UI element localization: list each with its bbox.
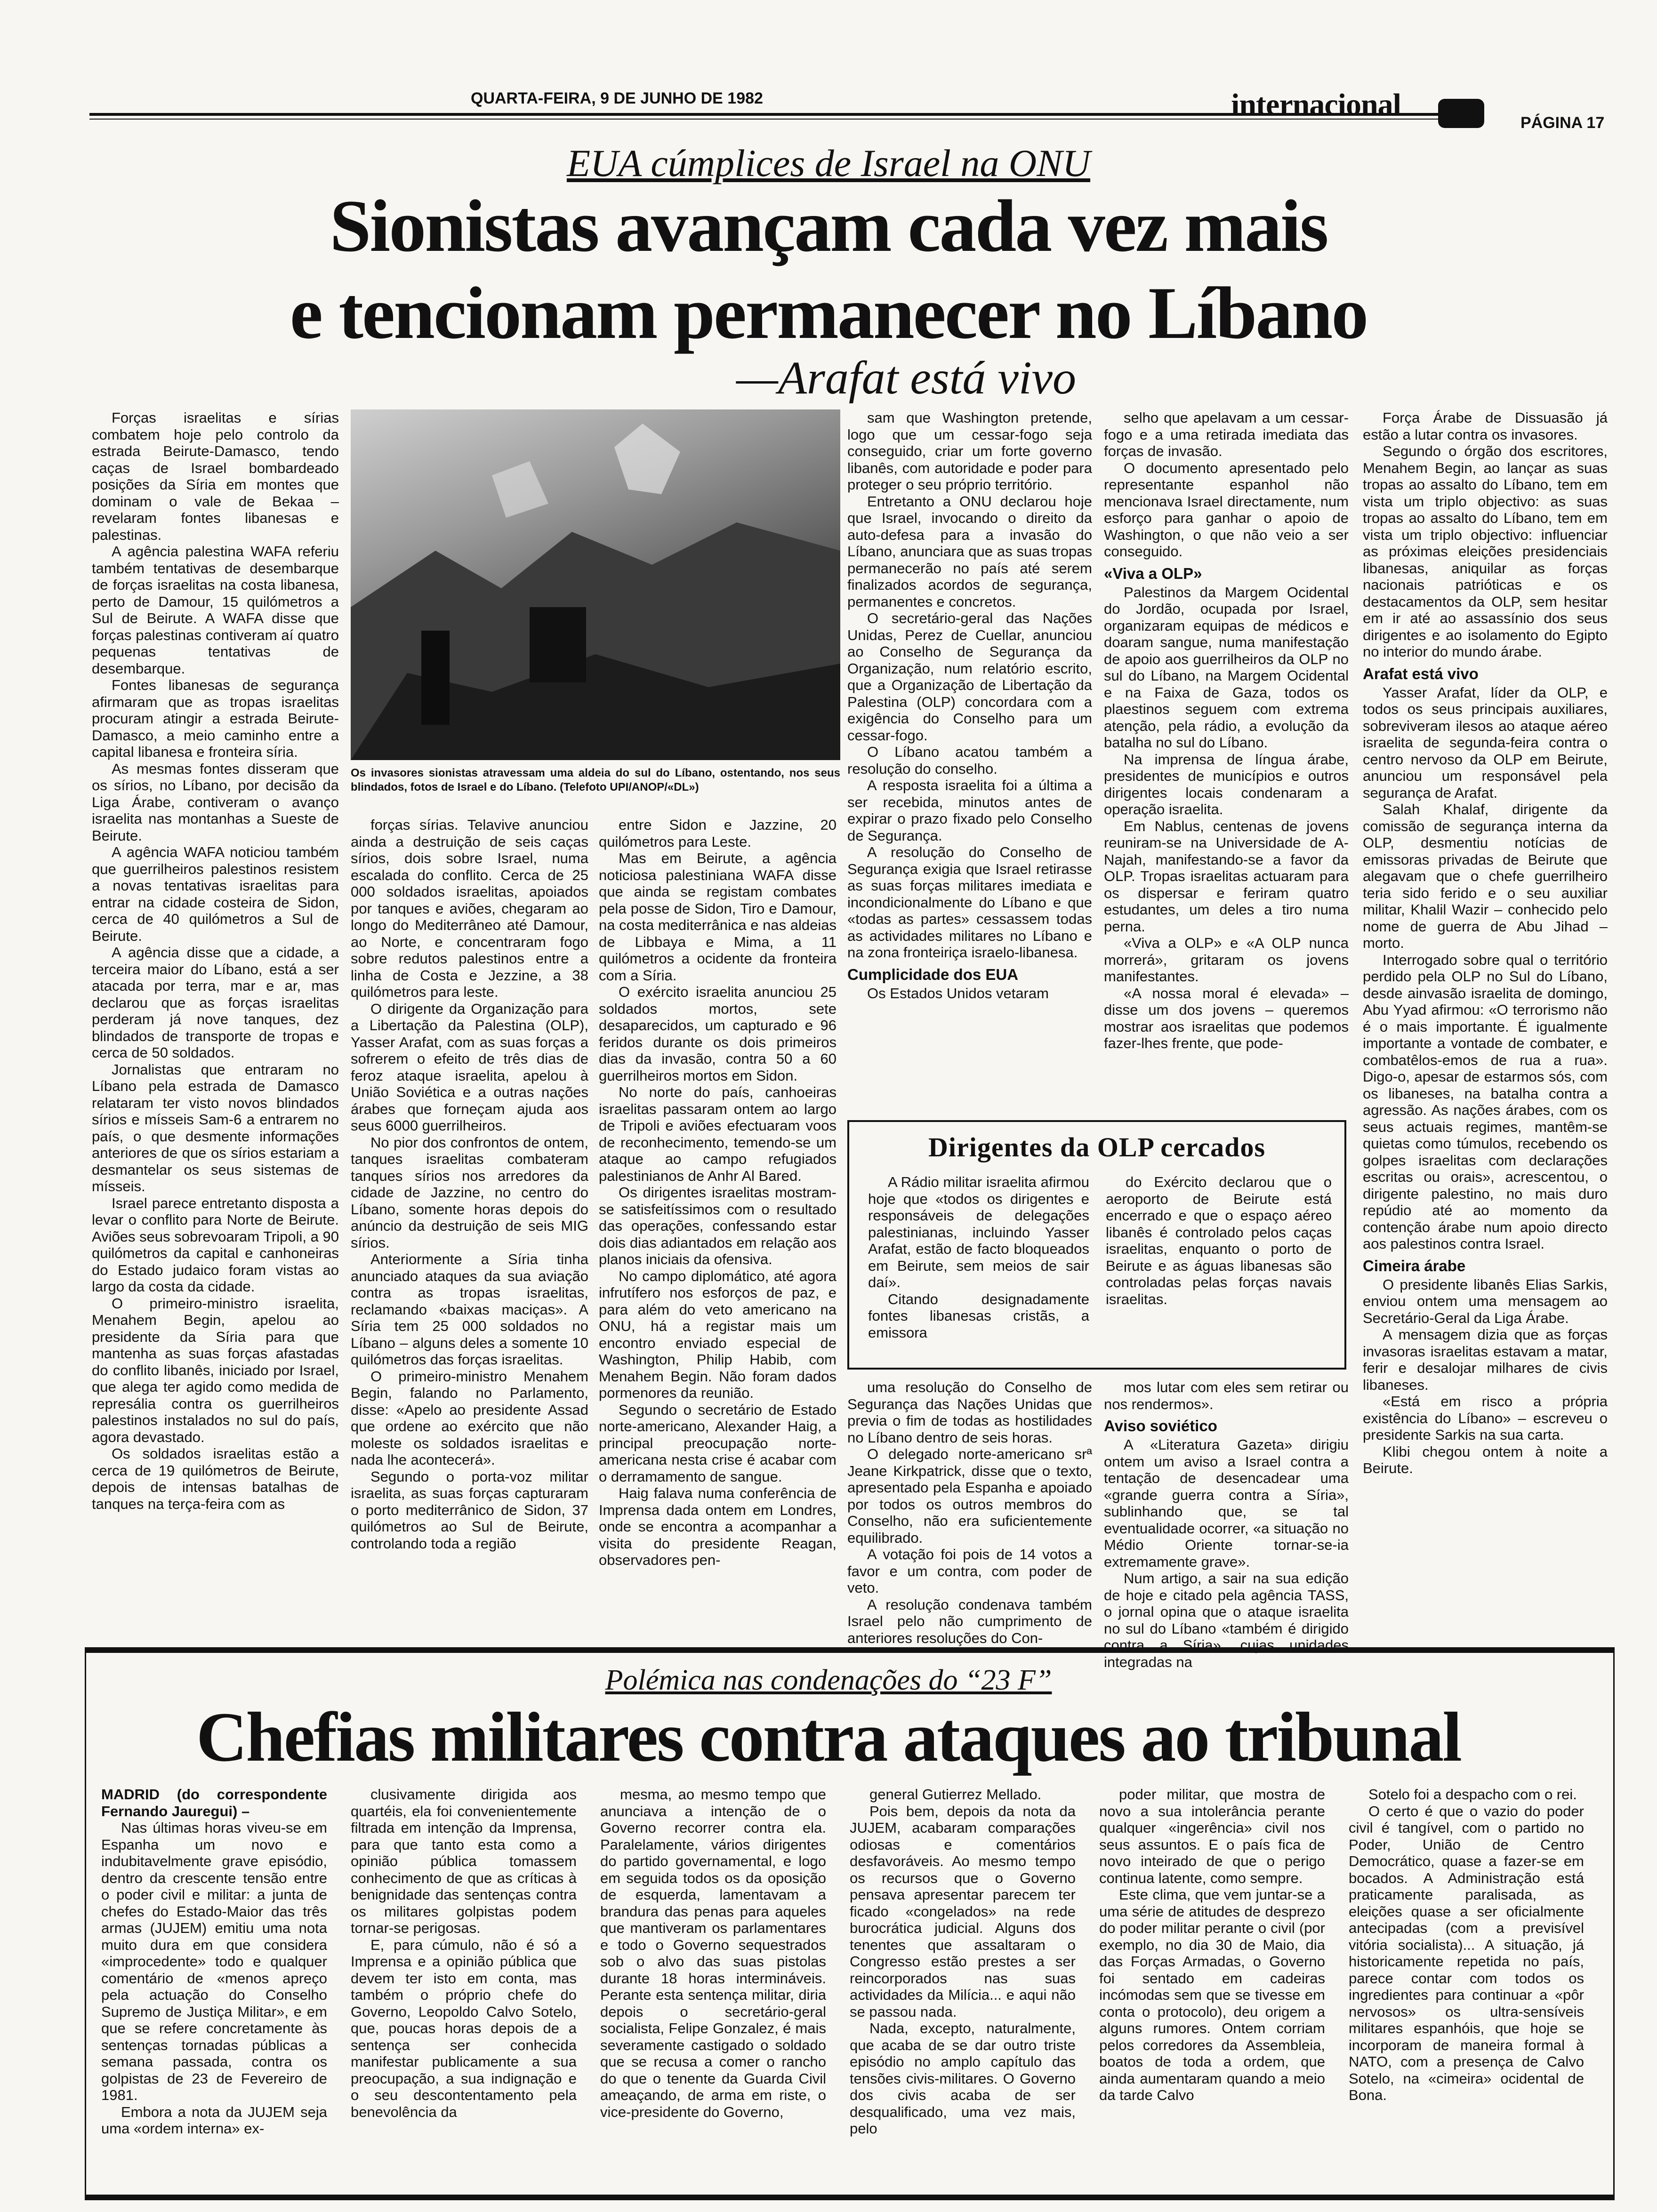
paragraph: Israel parece entretanto disposta a levar o conflito para Norte de Beirute. Aviões seus sobrevoaram Tripoli, a 90 quilómetros da capital e canhoneiras do Estado judaico foram vistas ao largo da costa da cidade.: [92, 1194, 339, 1295]
paragraph: Yasser Arafat, líder da OLP, e todos os seus principais auxiliares, sobreviveram ilesos ao ataque aéreo israelita de segunda-feira contra o centro nervoso da OLP em Beirute, anunciou um responsável pela segurança de Arafat.: [1363, 684, 1608, 801]
paragraph: Os Estados Unidos vetaram: [867, 985, 1049, 1002]
article1-column-3: [599, 817, 837, 1569]
paragraph: O dirigente da Organização para a Libertação da Palestina (OLP), Yasser Arafat, com as suas forças a sofrerem o efeito de três dias de feroz ataque israelita, apelou à União Soviética e a outras nações árabes que forneçam ajuda aos seus 6000 guerrilheiros.: [351, 1000, 588, 1134]
paragraph: clusivamente dirigida aos quartéis, ela foi convenientemente filtrada em intenção da Imprensa, para que tanto esta como a opinião pública tomassem conhecimento de que as críticas à benignidade das sentenças contra os militares golpistas podem tornar-se perigosas.: [351, 1786, 577, 1936]
paragraph: Na imprensa de língua árabe, presidentes de municípios e outros dirigentes locais condenaram a operação israelita.: [1104, 751, 1349, 817]
paragraph: A resolução do Conselho de Segurança exigia que Israel retirasse as suas forças militares imediata e incondicionalmente do Líbano e que «todas as partes» cessassem todas as actividades militares no Líbano e na zona fronteiriça israelo-libanesa.: [847, 844, 1092, 961]
paragraph: E, para cúmulo, não é só a Imprensa e a opinião pública que devem ter isto em conta, mas também o próprio chefe do Governo, Leopoldo Calvo Sotelo, que, poucas horas depois de a sentença ser conhecida manifestar publicamente a sua preocupação, a sua indignação e o seu descontentamento pela benevolência da: [351, 1936, 577, 2120]
paragraph: Nas últimas horas viveu-se em Espanha um novo e indubitavelmente grave episódio, dentro da crescente tensão entre o poder civil e militar: a junta de chefes do Estado-Maior das três armas (JUJEM) emitiu uma nota muito dura em que considera «improcedente» todo e qualquer comentário de «menos apreço pela actuação do Conselho Supremo de Justiça Militar», e em que se refere concretamente às sentenças tornadas públicas a semana passada, contra os golpistas de 23 de Fevereiro de 1981.: [101, 1819, 327, 2103]
paragraph: Pois bem, depois da nota da JUJEM, acabaram comparações odiosas e comentários desfavoráveis. Ao mesmo tempo os recursos que o Governo pensava apresentar parecem ter ficado «congelados» na rede burocrática judicial. Alguns dos tenentes que assaltaram o Congresso estão prestes a ser reincorporados nas suas actividades da Milícia... e aqui não se passou nada.: [850, 1803, 1076, 2020]
paragraph: A votação foi pois de 14 votos a favor e um contra, com poder de veto.: [847, 1546, 1092, 1596]
paragraph: forças sírias. Telavive anunciou ainda a destruição de seis caças sírios, dois sobre Israel, numa escalada do conflito. Cerca de 25 000 soldados israelitas, apoiados por tanques e aviões, chegaram ao longo do Mediterrâneo até Damour, ao Norte, e concentraram fogo sobre redutos palestinos entre a linha de Costa e Jezzine, a 38 quilómetros para leste.: [351, 817, 588, 1000]
article1-kicker: EUA cúmplices de Israel na ONU: [566, 142, 1091, 184]
paragraph: poder militar, que mostra de novo a sua intolerância perante qualquer «ingerência» civil nos seus assuntos. E o país fica de novo inteirado de que o perigo continua latente, como sempre.: [1099, 1786, 1325, 1886]
paragraph: Sotelo foi a despacho com o rei.: [1368, 1786, 1577, 1803]
article1-column-1: [92, 409, 339, 1512]
paragraph: A mensagem dizia que as forças invasoras israelitas estavam a matar, ferir e desalojar milhares de civis libaneses.: [1363, 1326, 1608, 1393]
heading-arafat-vivo: Arafat está vivo: [1363, 665, 1479, 682]
paragraph: Num artigo, a sair na sua edição de hoje e citado pela agência TASS, o jornal opina que o ataque israelita no sul do Líbano «também é dirigido contra a Síria», cujas unidades integradas na: [1104, 1570, 1349, 1670]
section-label: internacional: [1231, 88, 1401, 122]
page-number: PÁGINA 17: [1520, 114, 1605, 132]
paragraph: Este clima, que vem juntar-se a uma série de atitudes de desprezo do poder militar perante o civil (por exemplo, no dia 30 de Maio, dia das Forças Armadas, o Governo foi sentado em cadeiras incómodas sem que se tivesse em conta o protocolo), deu origem a alguns rumores. Ontem corriam pelos corredores da Assembleia, boatos de toda a ordem, que ainda aumentaram quando a meio da tarde Calvo: [1099, 1886, 1325, 2103]
paragraph: Os soldados israelitas estão a cerca de 19 quilómetros de Beirute, depois de intensas batalhas de tanques na terça-feira com as: [92, 1445, 339, 1512]
paragraph: No norte do país, canhoeiras israelitas passaram ontem ao largo de Tripoli e aviões efectuaram voos de reconhecimento, temendo-se um ataque ao campo refugiados palestinianos de Anhr Al Bared.: [599, 1084, 837, 1184]
article2-column-4: [850, 1786, 1076, 2137]
paragraph: Força Árabe de Dissuasão já estão a lutar contra os invasores.: [1363, 409, 1608, 443]
article1-column-4a: [847, 409, 1092, 1002]
paragraph: O exército israelita anunciou 25 soldados mortos, sete desaparecidos, um capturado e 96 feridos durante os dois primeiros dias da invasão, contra 50 a 60 guerrilheiros mortos em Sidon.: [599, 984, 837, 1084]
paragraph: selho que apelavam a um cessar-fogo e a uma retirada imediata das forças de invasão.: [1104, 409, 1349, 459]
article2-kicker: Polémica nas condenações do “23 F”: [605, 1664, 1052, 1696]
heading-viva-olp: «Viva a OLP»: [1104, 564, 1202, 582]
article1-column-6: [1363, 409, 1608, 1477]
paragraph: O primeiro-ministro Menahem Begin, falando no Parlamento, disse: «Apelo ao presidente Assad que ordene ao exército que não moleste os soldados israelitas e nada lhe acontecerá».: [351, 1368, 588, 1468]
article1-subhead: —Arafat está vivo: [736, 352, 1077, 404]
paragraph: O delegado norte-americano srª Jeane Kirkpatrick, disse que o texto, apresentado pela Espanha e apoiado por todos os outros membros do Conselho, não era suficientemente equilibrado.: [847, 1446, 1092, 1546]
article1-headline-line1: Sionistas avançam cada vez mais: [330, 185, 1327, 267]
paragraph: O secretário-geral das Nações Unidas, Perez de Cuellar, anunciou ao Conselho de Segurança da Organização, num relatório escrito, que a Organização de Libertação da Palestina (OLP) concordara com a exigência do Conselho para um cessar-fogo.: [847, 610, 1092, 744]
paragraph: Jornalistas que entraram no Líbano pela estrada de Damasco relataram ter visto novos blindados sírios e mísseis Sam-6 a entrarem no país, o que desmente informações anteriores de que os sírios estariam a desmantelar os seus sistemas de mísseis.: [92, 1061, 339, 1194]
paragraph: mesma, ao mesmo tempo que anunciava a intenção de o Governo recorrer contra ela. Paralelamente, vários dirigentes do partido governamental, e logo em seguida todos os da oposição de esquerda, lamentavam a brandura das penas para aqueles que mantiveram os parlamentares e todo o Governo sequestrados sob o alvo das suas pistolas durante 18 horas intermináveis. Perante esta sentença militar, diria depois o secretário-geral socialista, Felipe Gonzalez, é mais severamente castigado o soldado que se recusa a comer o rancho do que o tenente da Guarda Civil ameaçando, de arma em riste, o vice-presidente do Governo,: [600, 1786, 826, 2120]
paragraph: A «Literatura Gazeta» dirigiu ontem um aviso a Israel contra a tentação de desencadear uma «grande guerra contra a Síria», sublinhando que, se tal eventualidade ocorrer, «a situação no Médio Oriente tornar-se-ia extremamente grave».: [1104, 1436, 1349, 1570]
photo-scene-icon: [351, 409, 840, 760]
paragraph: entre Sidon e Jazzine, 20 quilómetros para Leste.: [599, 817, 837, 850]
paragraph: A resposta israelita foi a última a ser recebida, minutos antes de expirar o prazo fixado pelo Conselho de Segurança.: [847, 777, 1092, 844]
paragraph: Nada, excepto, naturalmente, que acaba de se dar outro triste episódio no amplo capítulo das tensões civis-militares. O Governo dos civis acaba de ser desqualificado, uma vez mais, pelo: [850, 2020, 1076, 2137]
paragraph: Interrogado sobre qual o território perdido pela OLP no Sul do Líbano, desde ainvasão israelita de domingo, Abu Yyad afirmou: «O terrorismo não é o mais importante. É igualmente importante a vontade de combater, e combatêlos-emos de rua a rua». Digo-o, apesar de estarmos sós, com os libaneses, na batalha contra a agressão. As nações árabes, com os seus actuais regimes, mantêm-se quietas como túmulos, recebendo os golpes israelitas com declarações escritas ou orais», acrescentou, o dirigente palestino, no mais duro repúdio até ao momento da contenção árabe num apoio directo aos palestinos contra Israel.: [1363, 951, 1608, 1252]
heading-aviso-sovietico: Aviso soviético: [1104, 1417, 1217, 1435]
box-column-left: [868, 1174, 1089, 1341]
article1-column-5b: [1104, 1379, 1349, 1670]
box-title: Dirigentes da OLP cercados: [928, 1132, 1266, 1162]
paragraph: Segundo o órgão dos escritores, Menahem Begin, ao lançar as suas tropas ao assalto do Líbano, tem em vista um triplo objectivo: as suas tropas ao assalto do Líbano, tem em vista um triplo objectivo: influenciar as próximas eleições presidenciais libanesas, aniquilar as forças nacionais patrióticas e os destacamentos da OLP, sem hesitar em ir até ao assassínio dos seus dirigentes e ao isolamento do Egipto no interior do mundo árabe.: [1363, 443, 1608, 660]
paragraph: sam que Washington pretende, logo que um cessar-fogo seja conseguido, criar um forte governo libanês, com autoridade e poder para proteger o seu próprio território.: [847, 409, 1092, 493]
masthead-date: QUARTA-FEIRA, 9 DE JUNHO DE 1982: [471, 89, 763, 107]
paragraph: «Está em risco a própria existência do Líbano» – escreveu o presidente Sarkis na sua carta.: [1363, 1393, 1608, 1443]
paragraph: general Gutierrez Mellado.: [869, 1786, 1042, 1803]
article2-column-1: [101, 1786, 327, 2137]
paragraph: Em Nablus, centenas de jovens reuniram-se na Universidade de A-Najah, manifestando-se a favor da OLP. Tropas israelitas actuaram para os dispersar e feriram quatro estudantes, um deles a tiro numa perna.: [1104, 817, 1349, 935]
box-column-right: [1106, 1174, 1332, 1307]
paragraph: No pior dos confrontos de ontem, tanques israelitas combateram tanques sírios nos arredores da cidade de Jazzine, no centro do Líbano, somente horas depois do anúncio da destruição de seis MIG sírios.: [351, 1134, 588, 1251]
paragraph: A agência WAFA noticiou também que guerrilheiros palestinos resistem a novas tentativas israelitas para entrar na cidade costeira de Sidon, cerca de 40 quilómetros a Sul de Beirute.: [92, 844, 339, 944]
article2-byline: MADRID (do correspondente Fernando Jauregui) –: [101, 1786, 327, 1819]
paragraph: A agência disse que a cidade, a terceira maior do Líbano, está a ser atacada por terra, mar e ar, mas declarou que as forças israelitas perderam já nove tanques, dez blindados de transporte de tropas e cerca de 50 soldados.: [92, 944, 339, 1061]
heading-cimeira-arabe: Cimeira árabe: [1363, 1257, 1466, 1274]
paragraph: Salah Khalaf, dirigente da comissão de segurança interna da OLP, desmentiu notícias de emissoras privadas de Beirute que alegavam que o chefe guerrilheiro teria sido ferido e o seu auxiliar militar, Khalil Wazir – conhecido pelo nome de guerra de Abu Jihad – morto.: [1363, 801, 1608, 951]
article1-column-5a: [1104, 409, 1349, 1052]
paragraph: O documento apresentado pelo representante espanhol não mencionava Israel directamente, num esforço para ganhar o apoio de Washington, o que não veio a ser conseguido.: [1104, 459, 1349, 560]
photo-caption: Os invasores sionistas atravessam uma aldeia do sul do Líbano, ostentando, nos seus blindados, fotos de Israel e do Líbano. (Telefoto UPI/ANOP/«DL»): [351, 767, 840, 793]
paragraph: O presidente libanês Elias Sarkis, enviou ontem uma mensagem ao Secretário-Geral da Liga Árabe.: [1363, 1276, 1608, 1326]
paragraph: A agência palestina WAFA referiu também tentativas de desembarque de forças israelitas na costa libanesa, perto de Damour, 15 quilómetros a Sul de Beirute. A WAFA disse que forças palestinas contiveram aí quatro pequenas tentativas de desembarque.: [92, 543, 339, 677]
paragraph: Haig falava numa conferência de Imprensa dada ontem em Londres, onde se encontra a acompanhar a visita do presidente Reagan, observadores pen-: [599, 1485, 837, 1568]
paragraph: A resolução condenava também Israel pelo não cumprimento de anteriores resoluções do Con-: [847, 1596, 1092, 1646]
paragraph: Entretanto a ONU declarou hoje que Israel, invocando o direito da auto-defesa para a invasão do Líbano, anunciara que as suas tropas permanecerão no país até serem finalizados acordos de segurança, permanentes e concretos.: [847, 493, 1092, 610]
paragraph: Mas em Beirute, a agência noticiosa palestiniana WAFA disse que ainda se registam combates pela posse de Sidon, Tiro e Damour, na costa mediterrânica e nas aldeias de Libbaya e Mima, a 11 quilómetros a ocidente da fronteira com a Síria.: [599, 850, 837, 984]
paragraph: do Exército declarou que o aeroporto de Beirute está encerrado e que o espaço aéreo libanês é controlado pelos caças israelitas, enquanto o porto de Beirute e as águas libanesas são controladas pelas forças navais israelitas.: [1106, 1174, 1332, 1307]
article2-column-5: [1099, 1786, 1325, 2104]
article1-headline-line2: e tencionam permanecer no Líbano: [290, 272, 1367, 354]
paragraph: O certo é que o vazio do poder civil é tangível, com o partido no Poder, União de Centro Democrático, quase a fazer-se em bocados. A Administração está praticamente paralisada, as eleições quase a ser oficialmente antecipadas (com a previsível vitória socialista)... A situação, já historicamente repetida no país, parece contar com todos os ingredientes para continuar a «pôr nervosos» os ultra-sensíveis militares espanhóis, que hoje se incorporam de maneira formal à NATO, com a presença de Calvo Sotelo, na «cimeira» ocidental de Bona.: [1349, 1803, 1584, 2103]
section-logo-icon: [1438, 99, 1484, 128]
article2-column-6: [1349, 1786, 1584, 2104]
paragraph: uma resolução do Conselho de Segurança das Nações Unidas que previa o fim de todas as hostilidades no Líbano dentro de seis horas.: [847, 1379, 1092, 1446]
article2-column-3: [600, 1786, 826, 2120]
paragraph: O Líbano acatou também a resolução do conselho.: [847, 744, 1092, 777]
paragraph: Segundo o porta-voz militar israelita, as suas forças capturaram o porto mediterrânico de Sidon, 37 quilómetros ao Sul de Beirute, controlando toda a região: [351, 1468, 588, 1552]
heading-cumplicidade: Cumplicidade dos EUA: [847, 965, 1019, 983]
box-olp-cercados: [847, 1120, 1346, 1370]
news-photo: [351, 409, 840, 760]
paragraph: Forças israelitas e sírias combatem hoje pelo controlo da estrada Beirute-Damasco, tendo caças de Israel bombardeado posições da Síria em montes que dominam o vale de Bekaa – revelaram fontes libanesas e palestinas.: [92, 409, 339, 543]
paragraph: mos lutar com eles sem retirar ou nos rendermos».: [1104, 1379, 1349, 1412]
paragraph: O primeiro-ministro israelita, Menahem Begin, apelou ao presidente da Síria para que mantenha as suas forças afastadas do conflito libanês, iniciado por Israel, que alega ter agido como medida de represália contra os guerrilheiros palestinos instalados no sul do país, agora devastado.: [92, 1295, 339, 1445]
paragraph: Citando designadamente fontes libanesas cristãs, a emissora: [868, 1290, 1089, 1341]
article1-column-2: [351, 817, 588, 1552]
paragraph: Os dirigentes israelitas mostram-se satisfeitíssimos com o resultado das operações, confessando estar dois dias adiantados em relação aos planos iniciais da ofensiva.: [599, 1184, 837, 1267]
paragraph: «Viva a OLP» e «A OLP nunca morrerá», gritaram os jovens manifestantes.: [1104, 935, 1349, 985]
paragraph: Palestinos da Margem Ocidental do Jordão, ocupada por Israel, organizaram equipas de médicos e doaram sangue, numa manifestação de apoio aos guerrilheiros da OLP no sul do Líbano, na Margem Ocidental e na Faixa de Gaza, todos os plaestinos seguem com extrema atenção, pela rádio, a evolução da batalha no sul do Líbano.: [1104, 584, 1349, 751]
paragraph: Embora a nota da JUJEM seja uma «ordem interna» ex-: [101, 2103, 327, 2137]
paragraph: As mesmas fontes disseram que os sírios, no Líbano, por decisão da Liga Árabe, contiveram o avanço israelita nas montanhas a Sueste de Beirute.: [92, 760, 339, 844]
article2-column-2: [351, 1786, 577, 2120]
paragraph: A Rádio militar israelita afirmou hoje que «todos os dirigentes e responsáveis de delegações palestinianas, incluindo Yasser Arafat, estão de facto bloqueados em Beirute, sem meios de sair daí».: [868, 1174, 1089, 1290]
article2-headline: Chefias militares contra ataques ao tribunal: [196, 1698, 1461, 1776]
paragraph: No campo diplomático, até agora infrutífero nos esforços de paz, e para além do veto americano na ONU, há a registar mais um encontro enviado especial de Washington, Philip Habib, com Menahem Begin. Não foram dados pormenores da reunião.: [599, 1267, 837, 1401]
paragraph: «A nossa moral é elevada» – disse um dos jovens – queremos mostrar aos israelitas que podemos fazer-lhes frente, que pode-: [1104, 985, 1349, 1051]
paragraph: Klibi chegou ontem à noite a Beirute.: [1363, 1443, 1608, 1476]
article1-column-4b: [847, 1379, 1092, 1646]
paragraph: Anteriormente a Síria tinha anunciado ataques da sua aviação contra as tropas israelitas, reclamando «baixas maciças». A Síria tem 25 000 soldados no Líbano – alguns deles a somente 10 quilómetros das forças israelitas.: [351, 1251, 588, 1368]
paragraph: Segundo o secretário de Estado norte-americano, Alexander Haig, a principal preocupação norte-americana nesta crise é acabar com o derramamento de sangue.: [599, 1401, 837, 1485]
paragraph: Fontes libanesas de segurança afirmaram que as tropas israelitas procuram atingir a estrada Beirute-Damasco, a meio caminho entre a capital libanesa e fronteira síria.: [92, 677, 339, 760]
